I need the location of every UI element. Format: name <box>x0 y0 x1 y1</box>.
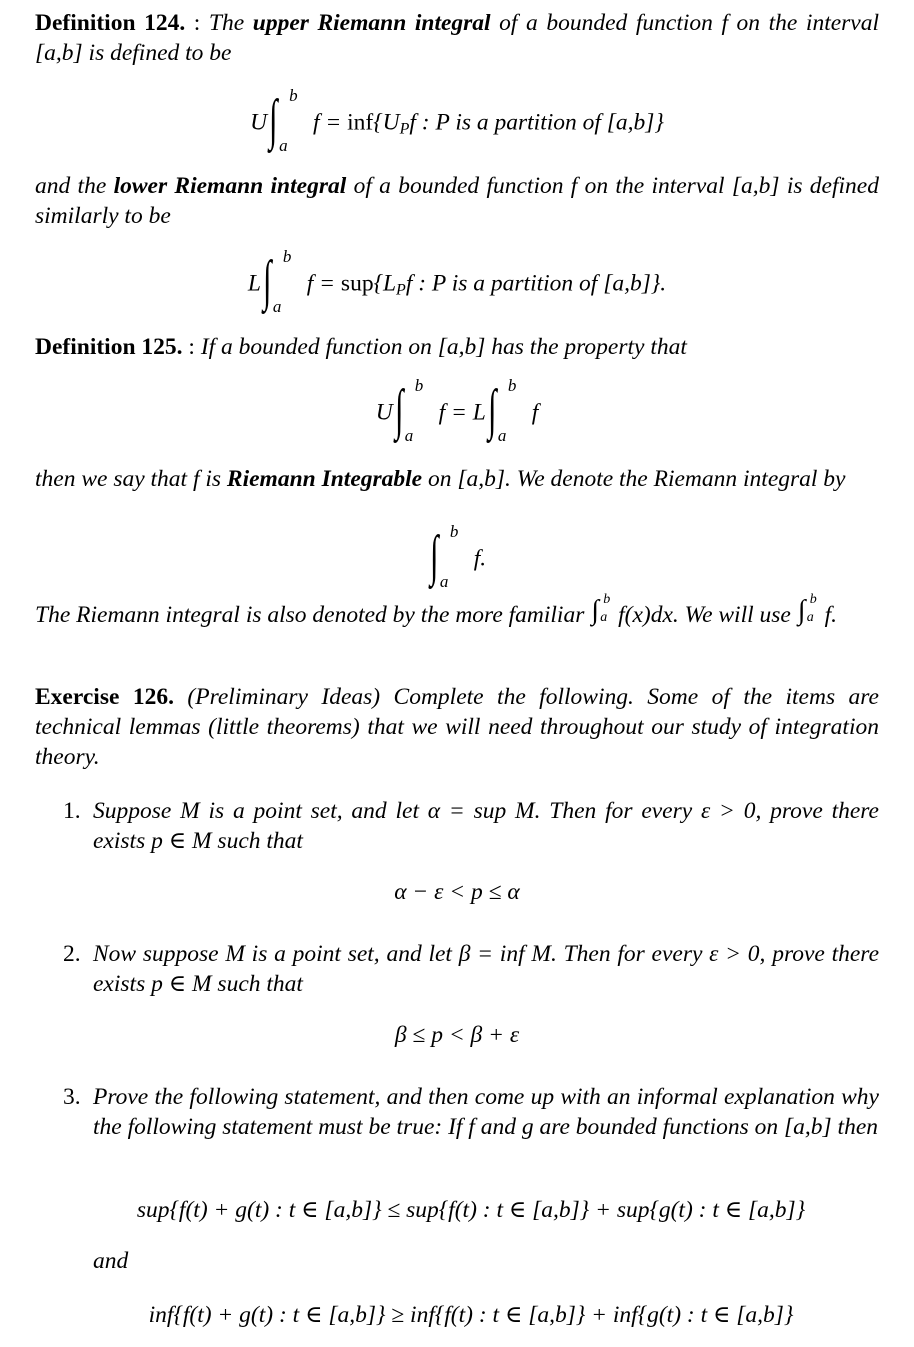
item-text: Prove the following statement, and then come up with an informal explanation why the following statement must be true: If f and g are bounded functions on [a,b] then <box>93 1084 879 1140</box>
text: then we say that f is <box>35 466 227 492</box>
exercise-item-2 <box>63 939 879 999</box>
upper-bound: b <box>809 592 817 607</box>
item-number: 1. <box>63 798 81 824</box>
riemann-integrable-paragraph <box>35 464 879 494</box>
text: f. <box>818 602 837 628</box>
lower-bound: a <box>279 136 288 155</box>
equation-riemann-integral <box>0 522 914 591</box>
upper-bound: b <box>603 592 611 607</box>
eq-symbol: L <box>247 270 261 297</box>
eq-subscript: P <box>399 120 410 138</box>
integral-glyph: ∫ <box>394 379 404 441</box>
integral-glyph: ∫ <box>429 525 439 587</box>
upper-bound: b <box>282 247 292 266</box>
integral-sign <box>393 376 433 445</box>
eq-subscript: P <box>396 281 406 299</box>
integral-glyph: ∫ <box>262 250 272 312</box>
equation-lower-integral <box>0 247 914 316</box>
eq-text: {L <box>373 270 397 297</box>
equation-upper-integral <box>0 86 914 155</box>
text: The Riemann integral is also denoted by the more familiar <box>35 602 591 628</box>
upper-bound: b <box>289 86 298 105</box>
integral-glyph: ∫ <box>591 595 599 626</box>
integral-sign <box>261 247 301 316</box>
equation-item-3-sup <box>0 1195 914 1225</box>
text: and the <box>35 173 114 199</box>
eq-text: f = <box>307 109 348 136</box>
exercise-item-3 <box>63 1082 879 1142</box>
lower-bound: a <box>404 426 414 445</box>
lower-bound: a <box>806 610 814 625</box>
text: f(x)dx. We will use <box>612 602 797 628</box>
eq-text: f = <box>300 270 341 297</box>
text: (Preliminary Ideas) Complete the following. Some of the items are technical lemmas (little theorems) that we will need throughout our study of integration theory. <box>35 684 879 770</box>
upper-bound: b <box>507 376 517 395</box>
separator: : <box>182 334 201 360</box>
text: The <box>208 10 253 36</box>
equation-item-1 <box>0 877 914 907</box>
eq-symbol: U <box>250 109 268 136</box>
separator: : <box>185 10 209 36</box>
term-lower-riemann-integral: lower Riemann integral <box>113 173 347 199</box>
inline-integral <box>797 592 819 626</box>
text: on [a,b]. We denote the Riemann integral by <box>422 466 846 492</box>
item-text: Now suppose M is a point set, and let β = inf M. Then for every ε > 0, prove there exists p ∈ M such that <box>93 941 879 997</box>
item-number: 2. <box>63 941 81 967</box>
integral-sign <box>428 522 468 591</box>
eq-text: β ≤ p < β + ε <box>394 1022 520 1048</box>
definition-125-heading: Definition 125. <box>35 334 183 360</box>
integral-sign <box>267 86 307 155</box>
term-riemann-integrable: Riemann Integrable <box>226 466 423 492</box>
text: If a bounded function on [a,b] has the property that <box>200 334 687 360</box>
eq-operator: sup <box>340 270 374 297</box>
text: of a bounded function f on the interval [a,b] is defined to be <box>35 10 880 66</box>
equation-item-3-inf <box>0 1300 914 1330</box>
eq-text: sup{f(t) + g(t) : t ∈ [a,b]} ≤ sup{f(t) : t ∈ [a,b]} + sup{g(t) : t ∈ [a,b]} <box>136 1197 806 1223</box>
integral-glyph: ∫ <box>797 595 806 626</box>
item-text: Suppose M is a point set, and let α = sup M. Then for every ε > 0, prove there exists p ∈ M such that <box>93 798 879 854</box>
eq-text: f <box>525 399 539 426</box>
upper-bound: b <box>414 376 424 395</box>
equation-item-2 <box>0 1020 914 1050</box>
eq-operator: inf <box>347 109 374 136</box>
integral-glyph: ∫ <box>487 379 497 441</box>
and-label: and <box>93 1248 129 1274</box>
term-upper-riemann-integral: upper Riemann integral <box>252 10 491 36</box>
eq-text: f = L <box>432 399 486 426</box>
eq-text: inf{f(t) + g(t) : t ∈ [a,b]} ≥ inf{f(t) : t ∈ [a,b]} + inf{g(t) : t ∈ [a,b]} <box>148 1302 794 1328</box>
lower-bound: a <box>439 572 449 591</box>
definition-124-heading: Definition 124. <box>35 10 186 36</box>
exercise-item-1 <box>63 796 879 856</box>
eq-text: {U <box>373 109 400 136</box>
eq-text: f : P is a partition of [a,b]}. <box>405 270 667 297</box>
eq-text: α − ε < p ≤ α <box>394 879 520 905</box>
lower-bound: a <box>497 426 507 445</box>
upper-bound: b <box>449 522 459 541</box>
eq-text: f : P is a partition of [a,b]} <box>409 109 664 136</box>
integral-sign <box>486 376 526 445</box>
definition-124-paragraph <box>35 8 879 68</box>
eq-text: f. <box>467 545 487 572</box>
familiar-notation-paragraph <box>35 592 879 630</box>
exercise-126-paragraph <box>35 682 879 772</box>
eq-symbol: U <box>375 399 393 426</box>
definition-125-paragraph <box>35 332 879 362</box>
inline-integral <box>590 592 612 626</box>
lower-integral-paragraph <box>35 171 879 231</box>
integral-glyph: ∫ <box>269 89 278 151</box>
text: of a bounded function f on the interval [a,b] is defined similarly to be <box>35 173 879 229</box>
item-number: 3. <box>63 1084 81 1110</box>
equation-riemann-integrable <box>0 376 914 445</box>
exercise-126-heading: Exercise 126. <box>35 684 174 710</box>
lower-bound: a <box>272 297 282 316</box>
lower-bound: a <box>600 610 608 625</box>
